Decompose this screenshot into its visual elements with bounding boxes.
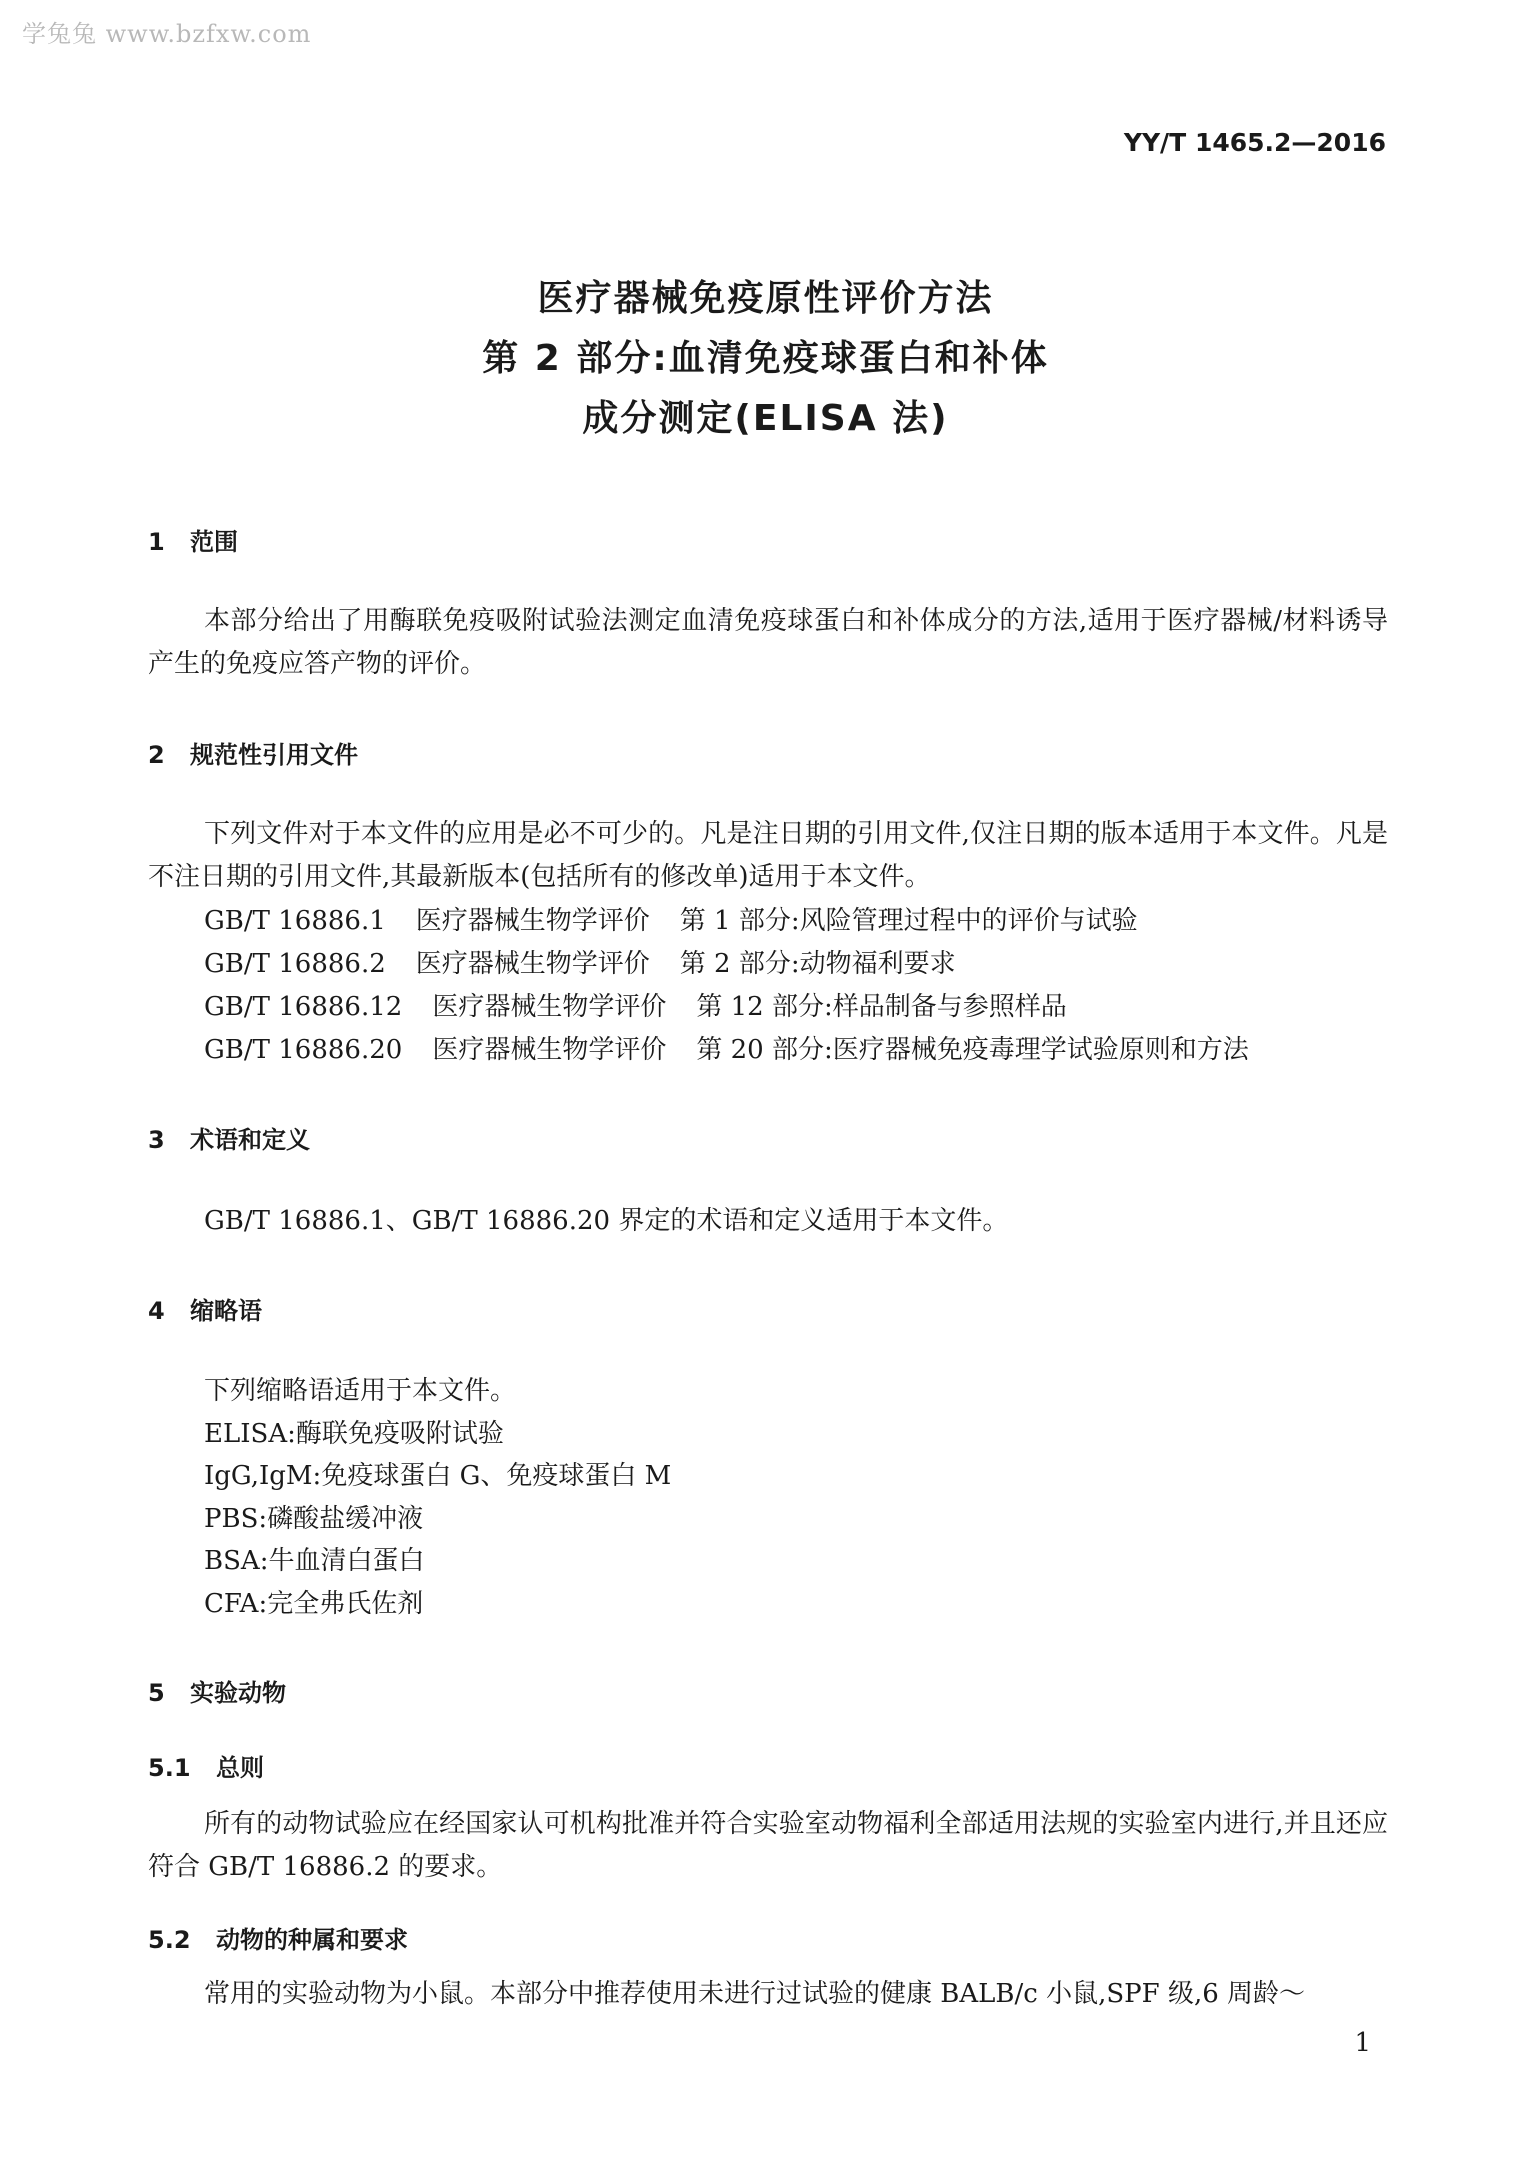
section-title: 动物的种属和要求 — [216, 1926, 408, 1954]
reference-title: 医疗器械生物学评价 — [415, 949, 650, 979]
abbreviation-item: IgG,IgM:免疫球蛋白 G、免疫球蛋白 M — [204, 1461, 672, 1491]
section-number: 2 — [148, 741, 165, 769]
reference-code: GB/T 16886.20 — [204, 1035, 403, 1065]
reference-part: 第 2 部分:动物福利要求 — [679, 949, 956, 979]
section-2-paragraph: 下列文件对于本文件的应用是必不可少的。凡是注日期的引用文件,仅注日期的版本适用于本文件。凡是不注日期的引用文件,其最新版本(包括所有的修改单)适用于本文件。 — [148, 819, 1388, 892]
normative-reference — [204, 986, 1067, 1023]
section-title: 范围 — [190, 528, 238, 556]
section-5-heading — [148, 1673, 286, 1708]
section-5-1-paragraph: 所有的动物试验应在经国家认可机构批准并符合实验室动物福利全部适用法规的实验室内进行,并且还应符合 GB/T 16886.2 的要求。 — [148, 1809, 1388, 1882]
normative-reference — [204, 900, 1138, 937]
document-title-line-1: 医疗器械免疫原性评价方法 — [537, 278, 994, 319]
reference-title: 医疗器械生物学评价 — [415, 906, 650, 936]
reference-title: 医疗器械生物学评价 — [432, 1035, 667, 1065]
reference-code: GB/T 16886.1 — [204, 906, 386, 936]
section-number: 3 — [148, 1126, 165, 1154]
reference-part: 第 12 部分:样品制备与参照样品 — [696, 992, 1067, 1022]
document-title-line-3: 成分测定(ELISA 法) — [582, 398, 949, 439]
section-number: 4 — [148, 1297, 165, 1325]
section-1-paragraph: 本部分给出了用酶联免疫吸附试验法测定血清免疫球蛋白和补体成分的方法,适用于医疗器械/材料诱导产生的免疫应答产物的评价。 — [148, 606, 1388, 679]
section-number: 5.1 — [148, 1754, 191, 1782]
section-title: 总则 — [216, 1754, 264, 1782]
section-title: 实验动物 — [190, 1679, 286, 1707]
section-2-heading — [148, 735, 358, 770]
section-title: 术语和定义 — [190, 1126, 310, 1154]
document-title-line-2: 第 2 部分:血清免疫球蛋白和补体 — [482, 338, 1049, 379]
section-1-heading — [148, 522, 238, 557]
watermark: 学兔兔 www.bzfxw.com — [22, 20, 312, 48]
abbreviation-item: CFA:完全弗氏佐剂 — [204, 1589, 424, 1619]
normative-reference — [204, 1029, 1249, 1066]
standard-code: YY/T 1465.2—2016 — [1123, 128, 1386, 157]
abbreviation-item: ELISA:酶联免疫吸附试验 — [204, 1419, 504, 1449]
reference-title: 医疗器械生物学评价 — [432, 992, 667, 1022]
section-3-text: GB/T 16886.1、GB/T 16886.20 界定的术语和定义适用于本文件。 — [204, 1206, 1009, 1236]
normative-reference — [204, 943, 956, 980]
section-5-1-heading — [148, 1748, 264, 1783]
reference-code: GB/T 16886.12 — [204, 992, 403, 1022]
reference-part: 第 1 部分:风险管理过程中的评价与试验 — [679, 906, 1138, 936]
section-number: 5 — [148, 1679, 165, 1707]
reference-part: 第 20 部分:医疗器械免疫毒理学试验原则和方法 — [696, 1035, 1249, 1065]
section-title: 规范性引用文件 — [190, 741, 358, 769]
section-3-heading — [148, 1120, 310, 1155]
section-number: 5.2 — [148, 1926, 191, 1954]
abbreviation-item: BSA:牛血清白蛋白 — [204, 1546, 425, 1576]
abbreviation-item: PBS:磷酸盐缓冲液 — [204, 1504, 424, 1534]
section-number: 1 — [148, 528, 165, 556]
section-5-2-paragraph: 常用的实验动物为小鼠。本部分中推荐使用未进行过试验的健康 BALB/c 小鼠,SPF 级,6 周龄～ — [204, 1979, 1306, 2009]
page-number: 1 — [1354, 2028, 1371, 2058]
reference-code: GB/T 16886.2 — [204, 949, 386, 979]
abbreviation-intro: 下列缩略语适用于本文件。 — [204, 1376, 517, 1406]
section-5-2-heading — [148, 1920, 408, 1955]
section-title: 缩略语 — [190, 1297, 262, 1325]
section-4-heading — [148, 1291, 262, 1326]
